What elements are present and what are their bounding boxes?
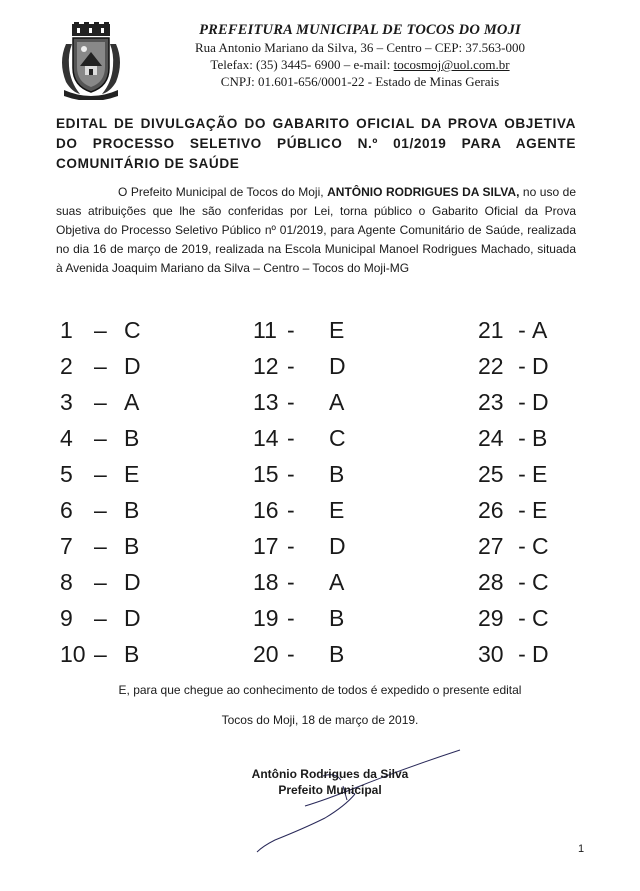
body-paragraph [56, 183, 576, 278]
question-number: 23 [478, 389, 504, 415]
answer-item [478, 600, 588, 636]
answer-letter: D [532, 353, 549, 379]
answer-separator: - [287, 425, 295, 451]
answer-separator: - [287, 497, 295, 523]
answer-letter: C [532, 605, 549, 631]
answer-letter: A [532, 317, 548, 343]
answer-item [60, 564, 220, 600]
answer-separator: – [94, 353, 107, 379]
answer-item [253, 312, 413, 348]
question-number: 17 [253, 533, 279, 559]
answer-separator: - [518, 317, 526, 343]
answer-separator: - [518, 605, 526, 631]
answer-letter: C [329, 425, 346, 451]
answer-letter: A [124, 389, 140, 415]
answer-letter: E [532, 497, 548, 523]
question-number: 15 [253, 461, 279, 487]
answer-letter: D [532, 641, 549, 667]
answer-separator: – [94, 317, 107, 343]
answer-item [60, 384, 220, 420]
contact-prefix: Telefax: (35) 3445- 6900 – e-mail: [210, 57, 394, 72]
answer-letter: A [329, 389, 345, 415]
question-number: 29 [478, 605, 504, 631]
answer-separator: - [287, 353, 295, 379]
question-number: 10 [60, 641, 86, 667]
answer-letter: B [124, 641, 140, 667]
question-number: 4 [60, 425, 73, 451]
answer-separator: – [94, 641, 107, 667]
answer-letter: B [124, 497, 140, 523]
answer-separator: - [287, 569, 295, 595]
answer-item [60, 312, 220, 348]
question-number: 16 [253, 497, 279, 523]
answer-item [253, 636, 413, 672]
place-and-date: Tocos do Moji, 18 de março de 2019. [221, 713, 419, 727]
answer-item [253, 564, 413, 600]
answer-letter: B [124, 533, 140, 559]
answer-letter: D [124, 569, 141, 595]
answer-separator: – [94, 533, 107, 559]
answer-separator: - [518, 497, 526, 523]
answer-item [253, 456, 413, 492]
answer-item [478, 528, 588, 564]
answer-separator: - [287, 389, 295, 415]
answer-separator: - [287, 605, 295, 631]
answer-separator: - [518, 569, 526, 595]
closing-statement: E, para que chegue ao conhecimento de todos é expedido o presente edital [118, 683, 522, 697]
question-number: 28 [478, 569, 504, 595]
answer-letter: B [329, 605, 345, 631]
answer-letter: C [124, 317, 141, 343]
question-number: 7 [60, 533, 73, 559]
answer-separator: – [94, 569, 107, 595]
answer-separator: – [94, 389, 107, 415]
question-number: 13 [253, 389, 279, 415]
question-number: 11 [253, 317, 277, 343]
question-number: 20 [253, 641, 279, 667]
answer-item [253, 600, 413, 636]
answer-letter: E [329, 497, 345, 523]
question-number: 21 [478, 317, 504, 343]
answer-letter: C [532, 569, 549, 595]
answer-separator: - [518, 425, 526, 451]
cnpj: CNPJ: 01.601-656/0001-22 - Estado de Minas Gerais [220, 74, 500, 89]
question-number: 30 [478, 641, 504, 667]
signer-role: Prefeito Municipal [278, 783, 382, 797]
body-intro: O Prefeito Municipal de Tocos do Moji, [118, 185, 328, 199]
answer-letter: C [532, 533, 549, 559]
page-number: 1 [578, 843, 585, 855]
answer-letter: B [329, 461, 345, 487]
coat-of-arms-icon [58, 22, 124, 100]
answer-column-3 [478, 312, 588, 672]
answer-letter: D [329, 533, 346, 559]
answer-separator: - [287, 317, 295, 343]
answer-separator: - [518, 461, 526, 487]
answer-item [60, 348, 220, 384]
question-number: 5 [60, 461, 73, 487]
question-number: 25 [478, 461, 504, 487]
question-number: 14 [253, 425, 279, 451]
contact-line [150, 56, 570, 73]
answer-letter: D [329, 353, 346, 379]
answer-item [478, 348, 588, 384]
question-number: 26 [478, 497, 504, 523]
answer-separator: – [94, 461, 107, 487]
mayor-name: ANTÔNIO RODRIGUES DA SILVA, [327, 185, 520, 199]
document-title: EDITAL DE DIVULGAÇÃO DO GABARITO OFICIAL DA PROVA OBJETIVA DO PROCESSO SELETIVO PÚBLICO N.º 01/2019 PARA AGENTE COMUNITÁRIO DE SAÚDE [56, 116, 576, 171]
question-number: 2 [60, 353, 73, 379]
answer-separator: - [287, 461, 295, 487]
answer-separator: - [518, 533, 526, 559]
answer-item [253, 348, 413, 384]
body-rest: no uso de suas atribuições que lhe são conferidas por Lei, torna público o Gabarito Oficial da Prova Objetiva do Processo Seletivo Público nº 01/2019, para Agente Comunitário de Saúde, realizada no dia 16 de março de 2019, realizada na Escola Municipal Manoel Rodrigues Machado, situada à Avenida Joaquim Mariano da Silva – Centro – Tocos do Moji-MG [56, 185, 576, 275]
answer-item [478, 564, 588, 600]
answer-item [253, 384, 413, 420]
answer-item [478, 636, 588, 672]
answer-column-2 [253, 312, 413, 672]
answer-item [60, 636, 220, 672]
answer-item [253, 420, 413, 456]
answer-letter: D [124, 353, 141, 379]
answer-letter: E [329, 317, 345, 343]
question-number: 3 [60, 389, 73, 415]
email-link[interactable]: tocosmoj@uol.com.br [393, 57, 510, 72]
answer-item [60, 528, 220, 564]
answer-item [253, 528, 413, 564]
question-number: 9 [60, 605, 73, 631]
answer-separator: – [94, 425, 107, 451]
answer-column-1 [60, 312, 220, 672]
signature-icon [205, 748, 465, 858]
answer-letter: E [124, 461, 140, 487]
answer-separator: - [518, 353, 526, 379]
answer-separator: – [94, 497, 107, 523]
answer-letter: B [532, 425, 548, 451]
answer-separator: - [287, 533, 295, 559]
question-number: 8 [60, 569, 73, 595]
answer-letter: D [124, 605, 141, 631]
answer-item [60, 600, 220, 636]
answer-letter: B [124, 425, 140, 451]
answer-letter: A [329, 569, 345, 595]
question-number: 1 [60, 317, 73, 343]
answer-separator: - [518, 641, 526, 667]
answer-item [60, 420, 220, 456]
answer-letter: D [532, 389, 549, 415]
answer-item [60, 456, 220, 492]
question-number: 6 [60, 497, 73, 523]
answer-item [478, 420, 588, 456]
answer-item [478, 456, 588, 492]
answer-item [253, 492, 413, 528]
municipality-name: PREFEITURA MUNICIPAL DE TOCOS DO MOJI [199, 22, 521, 38]
answer-item [478, 312, 588, 348]
answer-separator: – [94, 605, 107, 631]
question-number: 19 [253, 605, 279, 631]
answer-item [478, 492, 588, 528]
answer-letter: E [532, 461, 548, 487]
letterhead [150, 22, 570, 90]
answer-item [478, 384, 588, 420]
answer-separator: - [518, 389, 526, 415]
question-number: 12 [253, 353, 279, 379]
question-number: 22 [478, 353, 504, 379]
answer-separator: - [287, 641, 295, 667]
address: Rua Antonio Mariano da Silva, 36 – Centro – CEP: 37.563-000 [194, 40, 526, 55]
signer-name: Antônio Rodrigues da Silva [251, 767, 409, 781]
question-number: 27 [478, 533, 504, 559]
question-number: 18 [253, 569, 279, 595]
answer-letter: B [329, 641, 345, 667]
answer-item [60, 492, 220, 528]
question-number: 24 [478, 425, 504, 451]
